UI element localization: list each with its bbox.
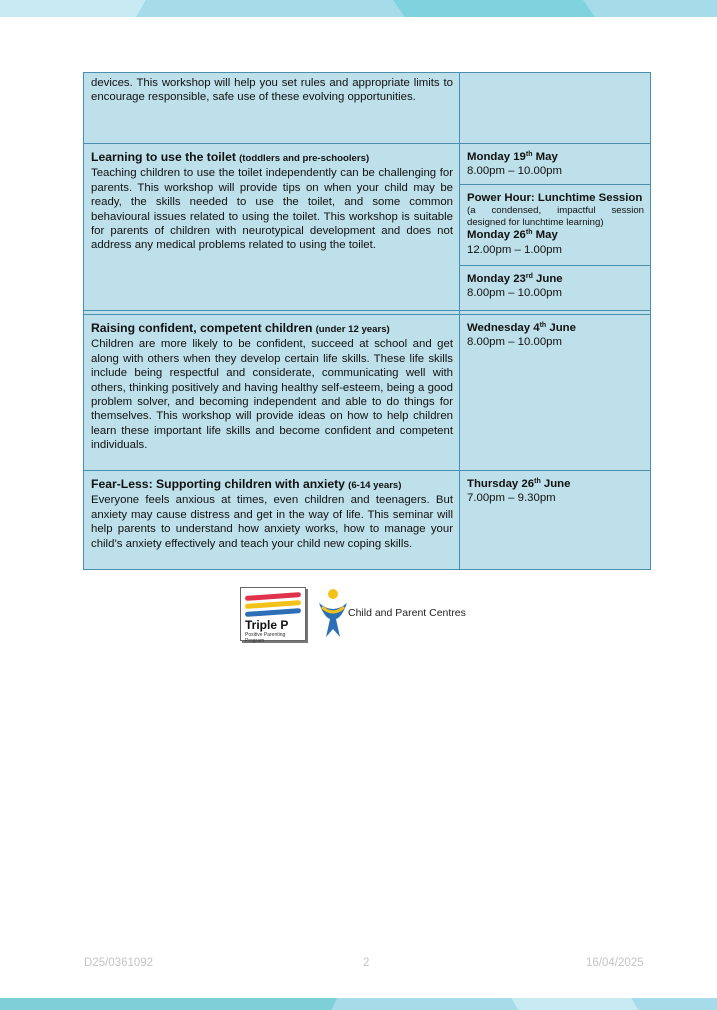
- workshop-description: Everyone feels anxious at times, even children and teenagers. But anxiety may cause distress and get in the way of life. This seminar will help parents to understand how anxiety works, how to manage your child’s anxiety effectively and teach your child new coping skills.: [91, 494, 453, 550]
- session-date: Monday 23rd June: [467, 273, 563, 285]
- triple-p-tagline: Positive Parenting Program: [245, 632, 286, 644]
- child-parent-centres-name: Child and Parent Centres: [348, 607, 466, 619]
- anxiety-workshop-cell: [84, 471, 460, 570]
- workshop-description: Children are more likely to be confident, succeed at school and get along with others when they develop certain life skills. These life skills include being respectful and considerate, communicating well with others, thinking positively and having healthy self-esteem, being a good problem solver, and becoming independent and able to do things for themselves. This workshop will provide ideas on how to help children learn these important life skills and become confident and competent individuals.: [91, 338, 453, 452]
- table-row: [84, 73, 651, 144]
- session-cell: [460, 266, 651, 311]
- continuation-cell: [84, 73, 460, 144]
- session-date: Monday 19th May: [467, 151, 558, 163]
- band-wave: [386, 0, 604, 17]
- workshop-title: Learning to use the toilet: [91, 150, 236, 164]
- partner-logos: [240, 585, 500, 643]
- table-row: [84, 144, 651, 185]
- session-cell: [460, 144, 651, 185]
- workshop-age-range: (under 12 years): [315, 324, 390, 335]
- session-date: Thursday 26th June: [467, 478, 571, 490]
- session-cell: [460, 315, 651, 471]
- session-note: (a condensed, impactful session designed for lunchtime learning): [467, 205, 644, 228]
- band-wave: [0, 0, 152, 17]
- band-wave: [0, 998, 337, 1010]
- continuation-text: devices. This workshop will help you set rules and appropriate limits to encourage responsible, safe use of these evolving opportunities.: [91, 77, 453, 104]
- toilet-workshop-cell: [84, 144, 460, 311]
- top-decorative-band: [0, 0, 717, 17]
- session-cell: [460, 185, 651, 266]
- document-id: D25/0361092: [84, 957, 154, 969]
- workshop-description: Teaching children to use the toilet independently can be challenging for parents. This workshop will provide tips on when your child may be ready, the skills needed to use the toilet, and some common behavioural issues related to using the toilet. This workshop is suitable for parents of children with neurotypical development and does not address any medical problems related to using the toilet.: [91, 167, 453, 252]
- bottom-decorative-band: [0, 998, 717, 1010]
- page-number: 2: [363, 957, 370, 969]
- workshop-age-range: (toddlers and pre-schoolers): [239, 153, 370, 164]
- workshop-title: Fear-Less: Supporting children with anxiety: [91, 477, 345, 491]
- session-date: Wednesday 4th June: [467, 322, 576, 334]
- session-time: 8.00pm – 10.00pm: [467, 287, 562, 300]
- band-wave: [511, 998, 648, 1010]
- document-date: 16/04/2025: [586, 957, 644, 969]
- table-row: [84, 315, 651, 471]
- workshop-age-range: (6-14 years): [348, 480, 402, 491]
- empty-date-cell: [460, 73, 651, 144]
- workshop-schedule-table: [83, 72, 651, 570]
- table-row: [84, 471, 651, 570]
- session-time: 8.00pm – 10.00pm: [467, 165, 562, 178]
- child-figure-icon: [316, 587, 350, 639]
- confident-workshop-cell: [84, 315, 460, 471]
- session-cell: [460, 471, 651, 570]
- session-heading: Power Hour: Lunchtime Session: [467, 192, 643, 204]
- session-time: 8.00pm – 10.00pm: [467, 336, 562, 349]
- triple-p-logo: [240, 587, 306, 644]
- session-time: 12.00pm – 1.00pm: [467, 243, 562, 256]
- triple-p-name: Triple P: [245, 618, 289, 632]
- session-date: Monday 26th May: [467, 229, 558, 242]
- session-time: 7.00pm – 9.30pm: [467, 492, 556, 505]
- workshop-title: Raising confident, competent children: [91, 321, 313, 335]
